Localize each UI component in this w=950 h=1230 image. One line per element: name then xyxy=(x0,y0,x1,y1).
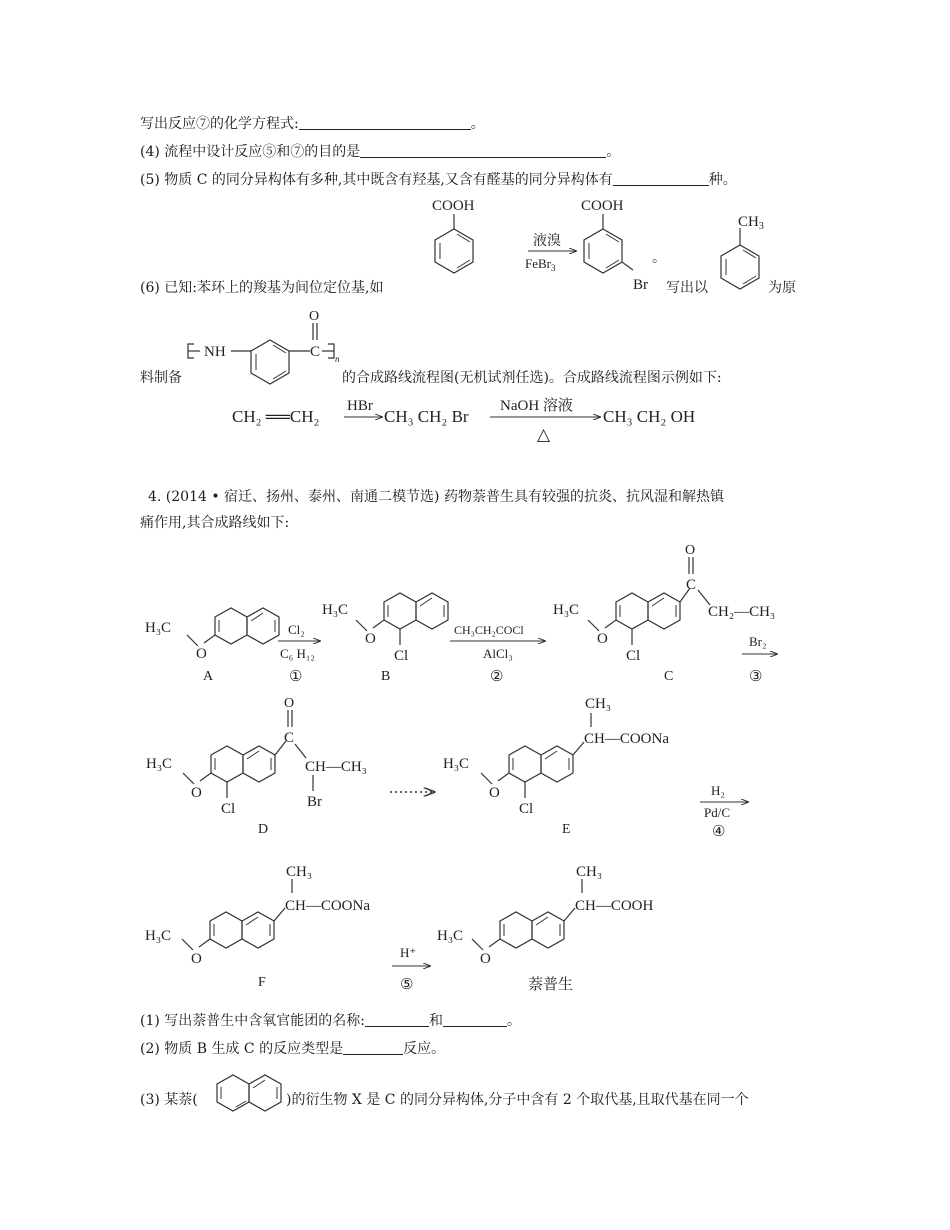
repeat-n: n xyxy=(335,354,340,364)
d-carbonyl-c: C xyxy=(284,730,295,746)
q4-item1-text: (1) 写出萘普生中含氧官能团的名称: xyxy=(140,1013,365,1029)
b-o: O xyxy=(365,631,376,647)
a-o: O xyxy=(196,646,207,662)
s5-top: H⁺ xyxy=(400,945,417,960)
s4-bottom: Pd/C xyxy=(704,805,731,820)
example-start: CH₂ ══CH₂ xyxy=(232,407,320,426)
np-o: O xyxy=(480,951,491,967)
f-o: O xyxy=(191,951,202,967)
item6-text-c: 为原 xyxy=(768,280,796,296)
s4-num: ④ xyxy=(712,824,726,840)
s2-bottom: AlCl₃ xyxy=(483,646,513,661)
q4-item2-end: 反应。 xyxy=(403,1041,446,1057)
c-carbonyl-c: C xyxy=(686,577,697,593)
np-ch3: CH₃ xyxy=(576,864,603,880)
step2-arrow xyxy=(450,623,545,685)
item5-end: 种。 xyxy=(708,172,737,188)
s3-num: ③ xyxy=(749,669,763,685)
a-h3c: H₃C xyxy=(145,620,172,636)
cooh-label: COOH xyxy=(432,198,475,214)
s1-num: ① xyxy=(289,669,303,685)
example-r2: NaOH 溶液 xyxy=(500,398,573,414)
item6-text-d: 料制备 xyxy=(140,370,182,386)
example-route xyxy=(232,396,695,444)
compound-f-structure xyxy=(145,864,370,990)
cooh-label-2: COOH xyxy=(581,198,624,214)
m-bromobenzoic-acid-structure xyxy=(581,198,666,293)
b-cl: Cl xyxy=(394,648,409,664)
q4-item1-end: 。 xyxy=(507,1013,521,1029)
q4-header-2: 痛作用,其合成路线如下: xyxy=(140,515,290,531)
compound-e-structure xyxy=(443,696,669,837)
label-f: F xyxy=(258,975,266,990)
e-h3c: H₃C xyxy=(443,756,470,772)
s4-top: H₂ xyxy=(711,783,725,798)
step4-arrow xyxy=(700,783,748,840)
step3-arrow xyxy=(742,634,777,685)
toluene-structure xyxy=(721,214,764,289)
s2-top: CH₃CH₂COCl xyxy=(454,623,524,637)
e-ch3: CH₃ xyxy=(585,696,612,712)
eq7-end: 。 xyxy=(470,116,485,132)
step1-arrow xyxy=(278,622,320,685)
q4-item2-text: (2) 物质 B 生成 C 的反应类型是 xyxy=(140,1041,344,1057)
item6-text-e: 的合成路线流程图(无机试剂任选)。合成路线流程图示例如下: xyxy=(342,370,722,386)
f-chcoona: CH—COONa xyxy=(285,898,370,914)
c-cl: Cl xyxy=(626,648,641,664)
c-o: O xyxy=(597,631,608,647)
f-ch3: CH₃ xyxy=(286,864,313,880)
compound-c-structure xyxy=(553,543,775,684)
c-h3c: H₃C xyxy=(553,602,580,618)
d-cl: Cl xyxy=(221,801,236,817)
label-d: D xyxy=(258,822,269,837)
label-b: B xyxy=(381,669,391,684)
step5-arrow xyxy=(392,945,430,993)
carbonyl-o: O xyxy=(309,309,320,324)
c-carbonyl-o: O xyxy=(685,543,696,558)
d-h3c: H₃C xyxy=(146,756,173,772)
s1-bottom: C₆ H₁₂ xyxy=(280,646,315,661)
polyamide-structure xyxy=(188,309,340,384)
compound-d-structure xyxy=(146,696,367,837)
q4-item3-b: )的衍生物 X 是 C 的同分异构体,分子中含有 2 个取代基,且取代基在同一个 xyxy=(286,1092,749,1108)
naphthalene-inline-structure xyxy=(217,1075,281,1111)
s1-top: Cl₂ xyxy=(288,622,305,637)
nh-label: NH xyxy=(204,344,226,360)
s3-top: Br₂ xyxy=(749,634,767,649)
item4-end: 。 xyxy=(606,144,621,160)
np-h3c: H₃C xyxy=(437,928,464,944)
example-end: CH₃ CH₂ OH xyxy=(603,407,696,426)
item6-text-a: (6) 已知:苯环上的羧基为间位定位基,如 xyxy=(140,280,384,296)
example-r2-cond: △ xyxy=(537,425,551,444)
reagent-top: 液溴 xyxy=(533,234,561,249)
naproxen-structure xyxy=(437,864,654,993)
e-cl: Cl xyxy=(519,801,534,817)
label-a: A xyxy=(203,669,214,684)
np-chcooh: CH—COOH xyxy=(575,898,654,914)
e-o: O xyxy=(489,785,500,801)
reagent-bottom: FeBr$_3$ xyxy=(525,256,556,273)
example-r1: HBr xyxy=(347,398,373,414)
c-ethyl: CH₂—CH₃ xyxy=(708,604,776,620)
f-h3c: H₃C xyxy=(145,928,172,944)
compound-a-structure xyxy=(145,608,279,684)
example-mid: CH₃ CH₂ Br xyxy=(384,407,469,426)
item6-text-b: 写出以 xyxy=(666,280,708,296)
eq7-text: 写出反应⑦的化学方程式: xyxy=(140,116,299,132)
q4-item1-and: 和 xyxy=(429,1013,443,1029)
d-chch3: CH—CH₃ xyxy=(305,759,367,775)
b-h3c: H₃C xyxy=(322,602,349,618)
ch3-label: $CH_3$ xyxy=(738,214,764,232)
benzoic-acid-structure xyxy=(432,198,475,273)
s2-num: ② xyxy=(490,669,504,685)
br-label: Br xyxy=(633,277,648,293)
item5-text: (5) 物质 C 的同分异构体有多种,其中既含有羟基,又含有醛基的同分异构体有 xyxy=(140,172,613,188)
label-e: E xyxy=(562,822,571,837)
q4-item3-a: (3) 某萘( xyxy=(140,1092,198,1108)
period-mark: 。 xyxy=(652,251,666,266)
item4-text: (4) 流程中设计反应⑤和⑦的目的是 xyxy=(140,144,361,160)
d-o: O xyxy=(191,785,202,801)
bromination-arrow xyxy=(525,232,576,273)
d-br: Br xyxy=(307,794,322,810)
carbonyl-c: C xyxy=(310,344,321,360)
s5-num: ⑤ xyxy=(400,977,414,993)
label-naproxen: 萘普生 xyxy=(528,977,574,993)
e-chcoona: CH—COONa xyxy=(584,731,669,747)
compound-b-structure xyxy=(322,593,448,684)
label-c: C xyxy=(664,669,674,684)
d-carbonyl-o: O xyxy=(284,696,295,711)
q4-header: 4. (2014 • 宿迁、扬州、泰州、南通二模节选) 药物萘普生具有较强的抗炎、抗风湿和解热镇 xyxy=(148,489,724,505)
